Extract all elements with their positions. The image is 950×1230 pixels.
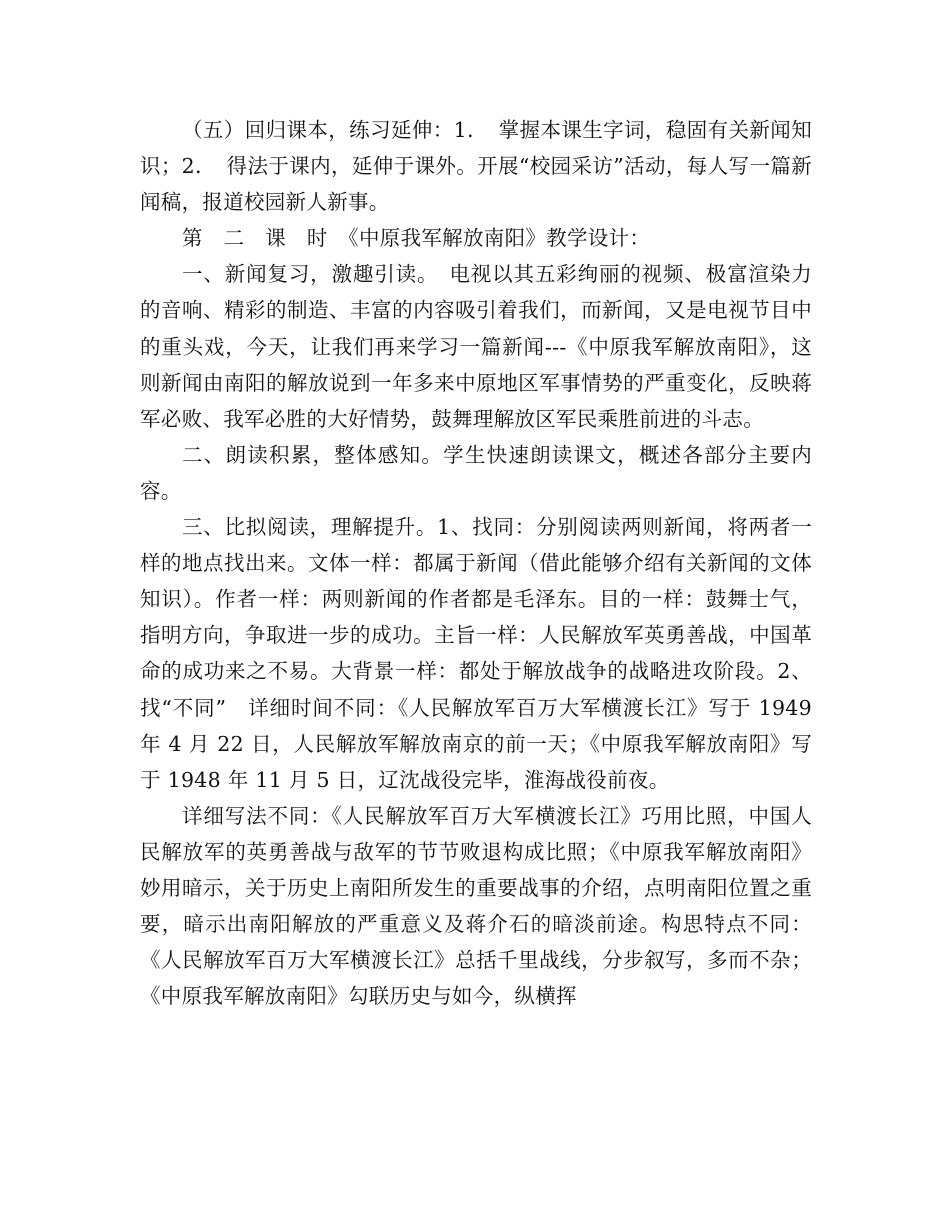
paragraph-review-extension: （五）回归课本，练习延伸：1． 掌握本课生字词，稳固有关新闻知识；2． 得法于课内，延伸于课外。开展“校园采访”活动，每人写一篇新闻稿，报道校园新人新事。 [140, 118, 812, 215]
paragraph-writing-differences: 详细写法不同：《人民解放军百万大军横渡长江》巧用比照，中国人民解放军的英勇善战与敌军的节节败退构成比照；《中原我军解放南阳》妙用暗示，关于历史上南阳所发生的重要战事的介绍，点明南阳位置之重要，暗示出南阳解放的严重意义及蒋介石的暗淡前途。构思特点不同：《人民解放军百万大军横渡长江》总括千里战线，分步叙写，多而不杂；《中原我军解放南阳》勾联历史与如今，纵横挥 [140, 803, 812, 1009]
paragraph-comparative-reading: 三、比拟阅读，理解提升。1、找同：分别阅读两则新闻，将两者一样的地点找出来。文体一样：都属于新闻（借此能够介绍有关新闻的文体知识）。作者一样：两则新闻的作者都是毛泽东。目的一样：鼓舞士气，指明方向，争取进一步的成功。主旨一样：人民解放军英勇善战，中国革命的成功来之不易。大背景一样：都处于解放战争的战略进攻阶段。2、找“不同” 详细时间不同：《人民解放军百万大军横渡长江》写于 1949 年 4 月 22 日，人民解放军解放南京的前一天；《中原我军解放南阳》写于 1948 年 11 月 5 日，辽沈战役完毕，淮海战役前夜。 [140, 515, 812, 792]
document-body [140, 112, 812, 1014]
paragraph-news-review: 一、新闻复习，激趣引读。 电视以其五彩绚丽的视频、极富渲染力的音响、精彩的制造、丰富的内容吸引着我们，而新闻，又是电视节目中的重头戏，今天，让我们再来学习一篇新闻---《中原我军解放南阳》，这则新闻由南阳的解放说到一年多来中原地区军事情势的严重变化，反映蒋军必败、我军必胜的大好情势，鼓舞理解放区军民乘胜前进的斗志。 [140, 262, 812, 431]
paragraph-reading-overview: 二、朗读积累，整体感知。学生快速朗读课文，概述各部分主要内容。 [140, 442, 812, 503]
section-heading-second-lesson: 第 二 课 时 《中原我军解放南阳》教学设计： [182, 226, 651, 251]
